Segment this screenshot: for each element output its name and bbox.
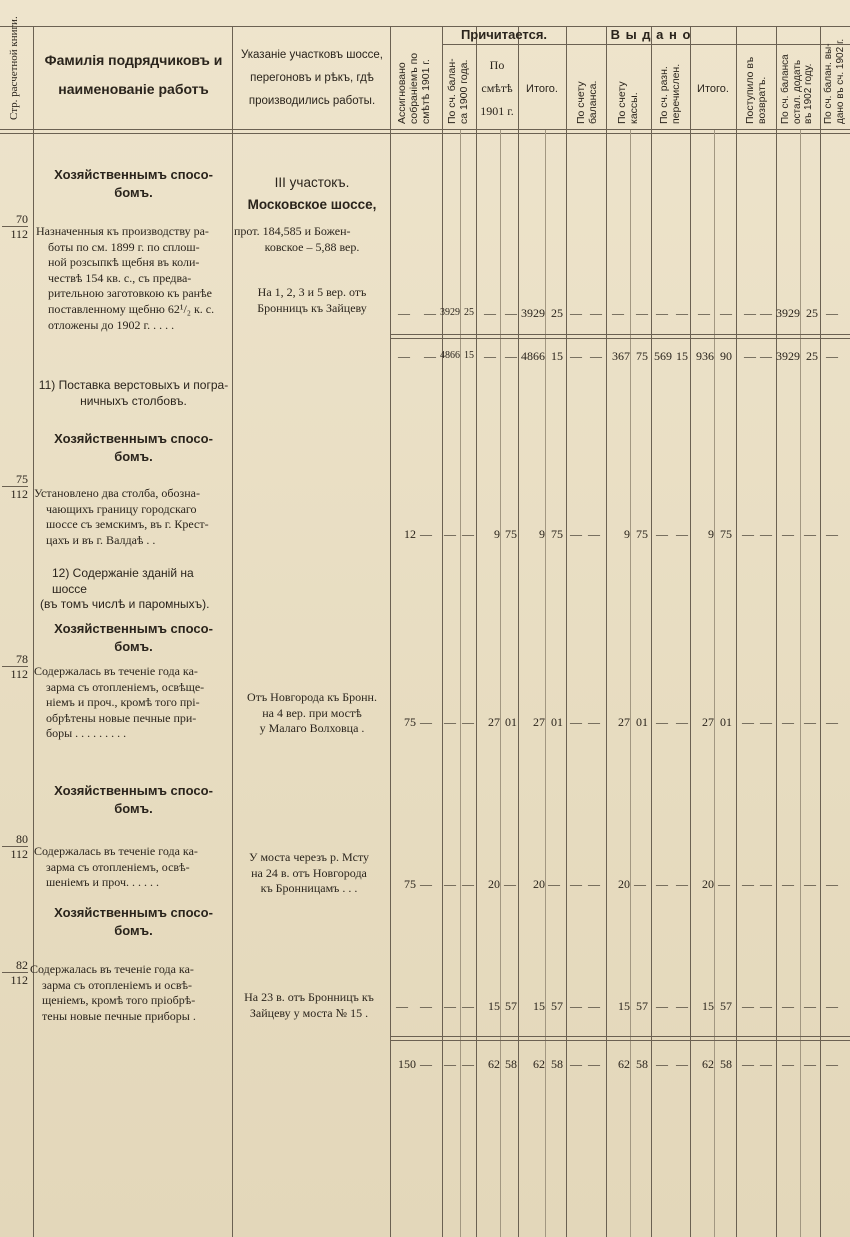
empty-dash: — [760,527,772,541]
empty-dash: — [484,349,496,363]
header-ref-col: Стр. расчетной книги. [8,16,20,120]
text-line: цахъ и въ г. Валдаѣ . . [46,532,156,547]
text-line: III участокъ. [274,175,350,190]
empty-dash: — [656,877,668,891]
entry-70-location [234,224,390,316]
empty-dash: — [444,527,456,541]
header-double-rule [0,133,850,134]
value: 4866 [521,349,545,363]
header-issued-various: По сч. разн. перечислен. [658,63,683,124]
value: 15 [551,349,563,363]
total-value: 58 [636,1057,648,1071]
value: 15 [488,999,500,1013]
value: 4866 [440,350,460,361]
empty-dash: — [396,999,408,1013]
value: 15 [676,349,688,363]
text-line: 75 [2,472,28,487]
text-line: Хозяйственнымъ спосо- [54,167,213,182]
value: 25 [464,307,474,318]
header-due-estimate: По смѣтѣ 1901 г. [480,58,514,118]
value: 57 [720,999,732,1013]
text-line: шоссе съ земскимъ, въ г. Крест- [46,517,209,532]
empty-dash: — [462,877,474,891]
empty-dash: — [420,1057,432,1071]
empty-dash: — [742,999,754,1013]
value: 27 [618,715,630,729]
empty-dash: — [760,999,772,1013]
empty-dash: — [676,306,688,320]
empty-dash: — [444,877,456,891]
empty-dash: — [570,715,582,729]
text-line [36,638,231,656]
text-line: боты по см. 1899 г. по сплош- [48,239,200,254]
empty-dash: — [742,877,754,891]
text-line: 11) Поставка верстовыхъ и погра- [38,378,229,392]
empty-dash: — [505,306,517,320]
location-heading [234,172,390,215]
empty-dash: — [760,877,772,891]
empty-dash: — [570,527,582,541]
value: 75 [404,715,416,729]
text-line: Хозяйственнымъ спосо- [54,621,213,636]
text-line: бомъ. [114,448,153,464]
total-value: 62 [488,1057,500,1071]
empty-dash: — [656,999,668,1013]
total-value: 62 [533,1057,545,1071]
table-rule [736,26,737,1237]
ref-75 [2,472,28,502]
empty-dash: — [504,877,516,891]
value: 27 [702,715,714,729]
value: 3929 [776,306,800,320]
value: 20 [702,877,714,891]
header-balance-remaining: По сч. баланса остал. додать въ 1902 году. [780,54,814,124]
empty-dash: — [676,999,688,1013]
text-line: на 24 в. отъ Новгорода [251,865,367,880]
value: 3929 [521,306,545,320]
empty-dash: — [570,1057,582,1071]
ref-70 [2,212,28,242]
value: 3929 [440,307,460,318]
empty-dash: — [742,1057,754,1071]
empty-dash: — [612,306,624,320]
text-line: 112 [10,973,28,988]
entry-70-text [36,224,231,333]
value: 15 [702,999,714,1013]
text-line: (въ томъ числѣ и паромныхъ). [40,597,210,612]
entry-80-location [228,850,390,897]
text-line: 80 [2,832,28,847]
header-issued-group: В ы д а н о [610,27,692,42]
total-value: 58 [505,1057,517,1071]
entry-78-location [234,690,390,737]
value: 15 [464,350,474,361]
value: 15 [533,999,545,1013]
value: 20 [533,877,545,891]
empty-dash: — [782,527,794,541]
empty-dash: — [656,1057,668,1071]
table-rule [800,130,801,1237]
empty-dash: — [588,877,600,891]
value: 9 [624,527,630,541]
text-line: ничныхъ столбовъ. [80,393,187,408]
text-line: чающихъ границу городскаго [46,501,197,516]
empty-dash: — [570,999,582,1013]
empty-dash: — [590,349,602,363]
text-line: боры . . . . . . . . . [46,726,127,741]
empty-dash: — [744,306,756,320]
total-value: 150 [398,1057,416,1071]
method-heading [36,166,231,201]
empty-dash: — [760,715,772,729]
text-line [36,800,231,818]
text-line: Зайцеву у моста № 15 . [249,1005,369,1020]
text-line: зарма съ отопленіемъ, освѣще- [46,679,205,694]
header-bottom-rule [0,129,850,130]
empty-dash: — [398,306,410,320]
value: 25 [806,306,818,320]
text-line: 70 [2,212,28,227]
empty-dash: — [826,1057,838,1071]
empty-dash: — [742,715,754,729]
text-line: прот. 184,585 и Божен- [234,224,351,238]
text-line: Хозяйственнымъ спосо- [54,905,213,920]
header-balance-cut: По сч. балан. вы- дано въ сч. 1902 г. [823,38,846,124]
value: 25 [551,306,563,320]
ref-78 [2,652,28,682]
text-line: обрѣтены новые печные при- [46,710,197,725]
text-line [36,430,231,448]
text-line: 82 [2,958,28,973]
table-rule [390,26,391,1237]
method-heading [36,904,231,939]
ref-80 [2,832,28,862]
empty-dash: — [676,877,688,891]
text-line: 112 [10,847,28,862]
empty-dash: — [420,877,432,891]
text-line: ной розсыпкѣ щебня въ коли- [48,255,200,270]
empty-dash: — [444,715,456,729]
header-issued-total: Итого. [697,83,729,95]
subtotal-rule-2 [390,338,850,339]
empty-dash: — [462,999,474,1013]
empty-dash: — [760,349,772,363]
empty-dash: — [424,349,436,363]
text-line: ніемъ и проч., кромѣ того прі- [46,695,200,710]
empty-dash: — [462,715,474,729]
value: 57 [551,999,563,1013]
item-12-heading [36,566,231,613]
value: 27 [533,715,545,729]
table-rule [606,26,607,1237]
table-rule [460,130,461,1237]
text-line: Хозяйственнымъ спосо- [54,431,213,446]
value: 569 [654,349,672,363]
header-due-group: Причитается. [460,27,548,42]
text-line [36,184,231,202]
text-line: у Малаго Волховца . [259,721,365,736]
text-line: бомъ. [114,638,153,654]
text-line: 112 [10,487,28,502]
empty-dash: — [420,715,432,729]
text-line [234,255,390,285]
entry-82-text [30,962,231,1024]
text-line: рительною заготовкою къ ранѣе [48,286,212,301]
text-line: бомъ. [114,800,153,816]
text-line: Бронницъ къ Зайцеву [257,300,367,315]
empty-dash: — [570,877,582,891]
empty-dash: — [720,306,732,320]
value: 01 [636,715,648,729]
empty-dash: — [804,1057,816,1071]
text-line: 78 [2,652,28,667]
total-rule [390,1036,850,1037]
empty-dash: — [744,349,756,363]
text-line: 112 [10,227,28,242]
value: 90 [720,349,732,363]
entry-78-text [34,664,231,742]
text-line: Содержалась въ теченіе года ка- [30,962,194,976]
empty-dash: — [760,1057,772,1071]
empty-dash: — [804,877,816,891]
empty-dash: — [718,877,730,891]
value: 57 [636,999,648,1013]
value: 15 [618,999,630,1013]
header-issued-cash: По счету кассы. [616,81,641,124]
text-line: зарма съ отопленіемъ, освѣ- [46,859,190,874]
empty-dash: — [484,306,496,320]
text-line [36,448,231,466]
text-line: Московское шоссе, [247,196,377,212]
text-line [36,782,231,800]
text-line: Хозяйственнымъ спосо- [54,783,213,798]
value: 20 [488,877,500,891]
header-due-balance: По сч. балан- са 1900 года. [446,58,471,124]
empty-dash: — [698,306,710,320]
empty-dash: — [462,1057,474,1071]
empty-dash: — [588,715,600,729]
empty-dash: — [590,306,602,320]
value: 367 [612,349,630,363]
empty-dash: — [804,999,816,1013]
text-line: Отъ Новгорода къ Бронн. [247,690,377,704]
empty-dash: — [782,1057,794,1071]
empty-dash: — [804,527,816,541]
header-contractor-col: Фамилія подрядчиковъ и наименованіе работъ [44,52,223,98]
group-header-rule [442,44,850,45]
value: 75 [404,877,416,891]
empty-dash: — [656,715,668,729]
empty-dash: — [444,1057,456,1071]
empty-dash: — [656,306,668,320]
header-location-col: Указаніе участковъ шоссе, перегоновъ и рѣкъ, гдѣ производились работы. [240,49,384,107]
value: 3929 [776,349,800,363]
value: 9 [708,527,714,541]
text-line: отложены до 1902 г. . . . . [48,317,175,332]
method-heading [36,782,231,817]
table-rule [442,26,443,1237]
value: 57 [505,999,517,1013]
text-line: Назначенныя къ производству ра- [36,224,209,238]
table-rule [690,26,691,1237]
method-heading [36,620,231,655]
empty-dash: — [570,349,582,363]
empty-dash: — [782,999,794,1013]
header-returned: Поступило въ возвратъ. [744,56,769,124]
total-value: 58 [551,1057,563,1071]
total-rule-2 [390,1040,850,1041]
text-line: зарма съ отопленіемъ и освѣ- [42,977,193,992]
empty-dash: — [588,1057,600,1071]
empty-dash: — [636,306,648,320]
table-rule [518,26,519,1237]
table-rule [33,26,34,1237]
empty-dash: — [570,306,582,320]
empty-dash: — [588,527,600,541]
text-line: У моста черезъ р. Мсту [248,850,370,864]
header-due-total: Итого. [526,83,558,95]
text-line [36,922,231,940]
value: 25 [806,349,818,363]
empty-dash: — [634,877,646,891]
text-line: 12) Содержаніе зданій на шоссе [52,566,194,596]
empty-dash: — [826,527,838,541]
text-line: шеніемъ и проч. . . . . . [46,875,160,890]
empty-dash: — [424,306,436,320]
text-line [36,620,231,638]
empty-dash: — [444,999,456,1013]
empty-dash: — [398,349,410,363]
value: 75 [720,527,732,541]
value: 9 [539,527,545,541]
entry-80-text [34,844,231,891]
value: 9 [494,527,500,541]
empty-dash: — [826,877,838,891]
subtotal-rule [390,334,850,335]
total-value: 58 [720,1057,732,1071]
text-line: Содержалась въ теченіе года ка- [34,844,198,858]
empty-dash: — [760,306,772,320]
text-line: на 4 вер. при мостѣ [262,705,362,720]
ref-82 [2,958,28,988]
text-line: Содержалась въ теченіе года ка- [34,664,198,678]
value: 20 [618,877,630,891]
table-rule [476,26,477,1237]
empty-dash: — [656,527,668,541]
empty-dash: — [588,999,600,1013]
text-line: тены новые печные приборы . [42,1008,196,1023]
table-rule [776,26,777,1237]
header-assigned-col: Ассигновано собраніемъ по смѣтѣ 1901 г. [396,52,433,124]
total-value: 62 [618,1057,630,1071]
header-issued-balance: По счету баланса. [575,80,600,124]
empty-dash: — [826,306,838,320]
table-rule [820,26,821,1237]
empty-dash: — [742,527,754,541]
table-rule [651,26,652,1237]
empty-dash: — [676,1057,688,1071]
text-line: На 23 в. отъ Бронницъ къ [244,990,374,1004]
value: 27 [488,715,500,729]
value: 12 [404,527,416,541]
text-line: Установлено два столба, обозна- [34,486,200,500]
item-11-heading [36,378,231,409]
empty-dash: — [826,999,838,1013]
text-line: бомъ. [114,184,153,200]
empty-dash: — [804,715,816,729]
value: 75 [505,527,517,541]
value: 75 [636,527,648,541]
empty-dash: — [420,527,432,541]
empty-dash: — [420,999,432,1013]
value: 01 [720,715,732,729]
empty-dash: — [462,527,474,541]
text-line: 112 [10,667,28,682]
total-value: 62 [702,1057,714,1071]
value: 01 [551,715,563,729]
text-line: поставленному щебню 62¹/₂ к. с. [48,301,215,316]
entry-82-location [228,990,390,1021]
empty-dash: — [505,349,517,363]
method-heading [36,430,231,465]
value: 75 [636,349,648,363]
empty-dash: — [826,349,838,363]
text-line [36,166,231,184]
empty-dash: — [676,715,688,729]
text-line: бомъ. [114,922,153,938]
table-rule [566,26,567,1237]
text-line [36,904,231,922]
value: 936 [696,349,714,363]
text-line: На 1, 2, 3 и 5 вер. отъ [257,285,367,300]
entry-75-text [34,486,231,548]
text-line: чествѣ 154 кв. с., съ предва- [48,270,192,285]
empty-dash: — [826,715,838,729]
text-line: къ Бронницамъ . . . [260,881,358,896]
value: 01 [505,715,517,729]
empty-dash: — [676,527,688,541]
table-rule [232,26,233,1237]
value: 75 [551,527,563,541]
empty-dash: — [548,877,560,891]
empty-dash: — [782,715,794,729]
text-line: щеніемъ, кромѣ того пріобрѣ- [42,993,196,1008]
text-line: ковское – 5,88 вер. [264,239,360,254]
empty-dash: — [782,877,794,891]
